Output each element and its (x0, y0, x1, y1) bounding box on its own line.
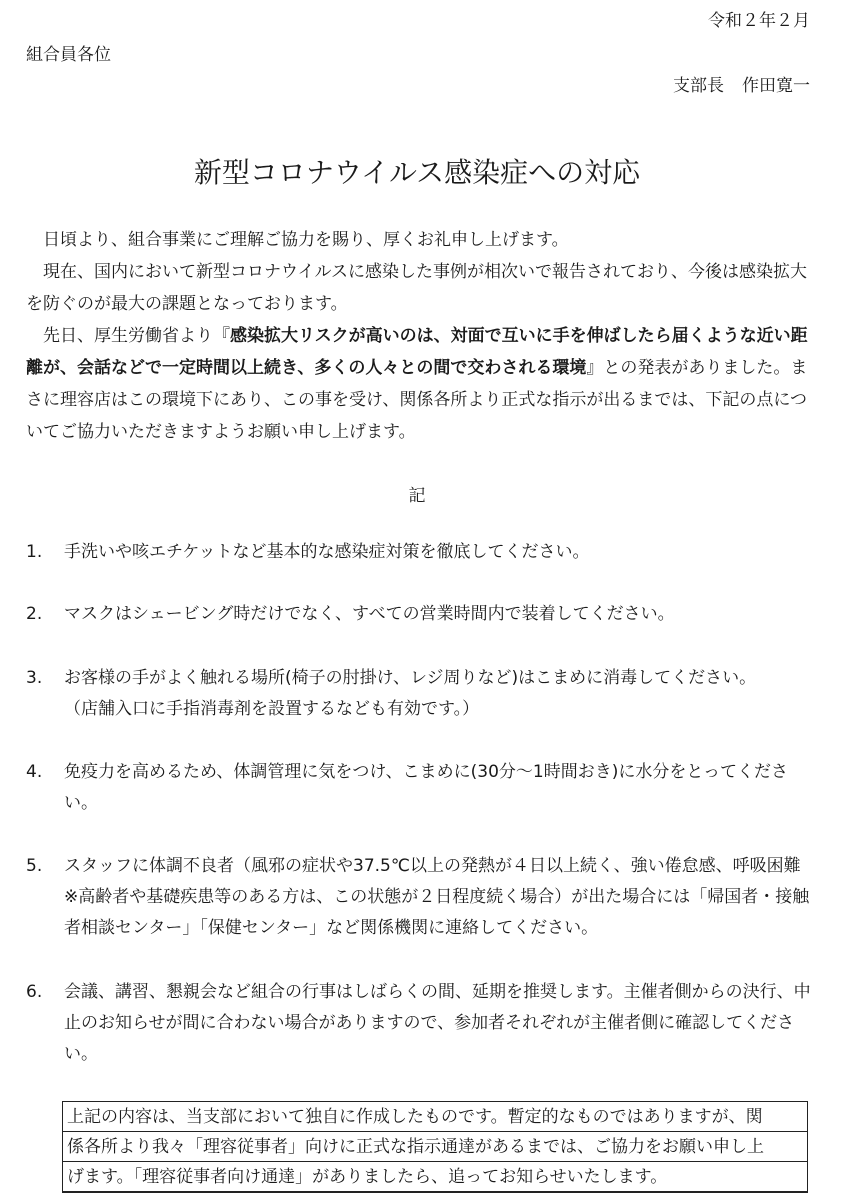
intro-p3-after: 』との発表がありました。まさに理容店はこの環境下にあり、この事を受け、関係各所より正式な指示が出るまでは、下記の点についてご協力いただきますようお願い申し上げます。 (26, 358, 808, 442)
list-item (26, 663, 818, 725)
list-item (26, 757, 818, 819)
ki-heading: 記 (408, 486, 426, 506)
notice-line: げます。「理容従事者向け通達」がありましたら、追ってお知らせいたします。 (67, 1167, 668, 1187)
list-item-subtext: （店舗入口に手指消毒剤を設置するなども有効です。） (64, 699, 480, 719)
list-item-text: 免疫力を高めるため、体調管理に気をつけ、こまめに(30分～1時間おき)に水分をとってください。 (64, 762, 789, 813)
list-item-text: 手洗いや咳エチケットなど基本的な感染症対策を徹底してください。 (64, 542, 590, 562)
list-item (26, 977, 818, 1070)
intro-section (26, 224, 816, 448)
list-item-number: 5. (26, 856, 43, 876)
addressee: 組合員各位 (26, 45, 111, 65)
list-item (26, 599, 818, 630)
list-item-number: 4. (26, 762, 43, 782)
list-item-number: 2. (26, 604, 43, 624)
document-date: 令和２年２月 (708, 11, 810, 31)
intro-paragraph-3 (26, 320, 816, 448)
list-item-number: 1. (26, 542, 43, 562)
notice-line: 上記の内容は、当支部において独自に作成したものです。暫定的なものではありますが、関 (67, 1107, 763, 1127)
intro-p3-bold: 感染拡大リスクが高いのは、対面で互いに手を伸ばしたら届くような近い距離が、会話などで一定時間以上続き、多くの人々との間で交わされる環境 (26, 326, 808, 378)
list-item-number: 6. (26, 982, 43, 1002)
notice-box (62, 1101, 808, 1193)
list-item-number: 3. (26, 668, 43, 688)
sender-title: 支部長 (673, 76, 724, 96)
list-item (26, 851, 818, 944)
sender-name: 作田寛一 (742, 76, 810, 96)
list-item-text: マスクはシェービング時だけでなく、すべての営業時間内で装着してください。 (64, 604, 675, 624)
list-item (26, 537, 818, 568)
intro-p3-before: 先日、厚生労働省より『 (43, 326, 230, 346)
notice-line: 係各所より我々「理容従事者」向けに正式な指示通達があるまでは、ご協力をお願い申し上 (67, 1137, 764, 1157)
list-item-text: 会議、講習、懇親会など組合の行事はしばらくの間、延期を推奨します。主催者側からの決行、中止のお知らせが間に合わない場合がありますので、参加者それぞれが主催者側に確認してください。 (64, 982, 811, 1064)
list-item-text: スタッフに体調不良者（風邪の症状や37.5℃以上の発熱が４日以上続く、強い倦怠感、呼吸困難 ※高齢者や基礎疾患等のある方は、この状態が２日程度続く場合）が出た場合には「帰国者・接触者相談センター」「保健センター」など関係機関に連絡してください。 (64, 856, 810, 938)
intro-paragraph-2: 現在、国内において新型コロナウイルスに感染した事例が相次いで報告されており、今後は感染拡大を防ぐのが最大の課題となっております。 (26, 262, 807, 314)
sender (673, 71, 810, 96)
list-item-text: お客様の手がよく触れる場所(椅子の肘掛け、レジ周りなど)はこまめに消毒してください。 (64, 668, 757, 688)
document-title: 新型コロナウイルス感染症への対応 (193, 156, 641, 189)
intro-paragraph-1: 日頃より、組合事業にご理解ご協力を賜り、厚くお礼申し上げます。 (43, 230, 569, 250)
